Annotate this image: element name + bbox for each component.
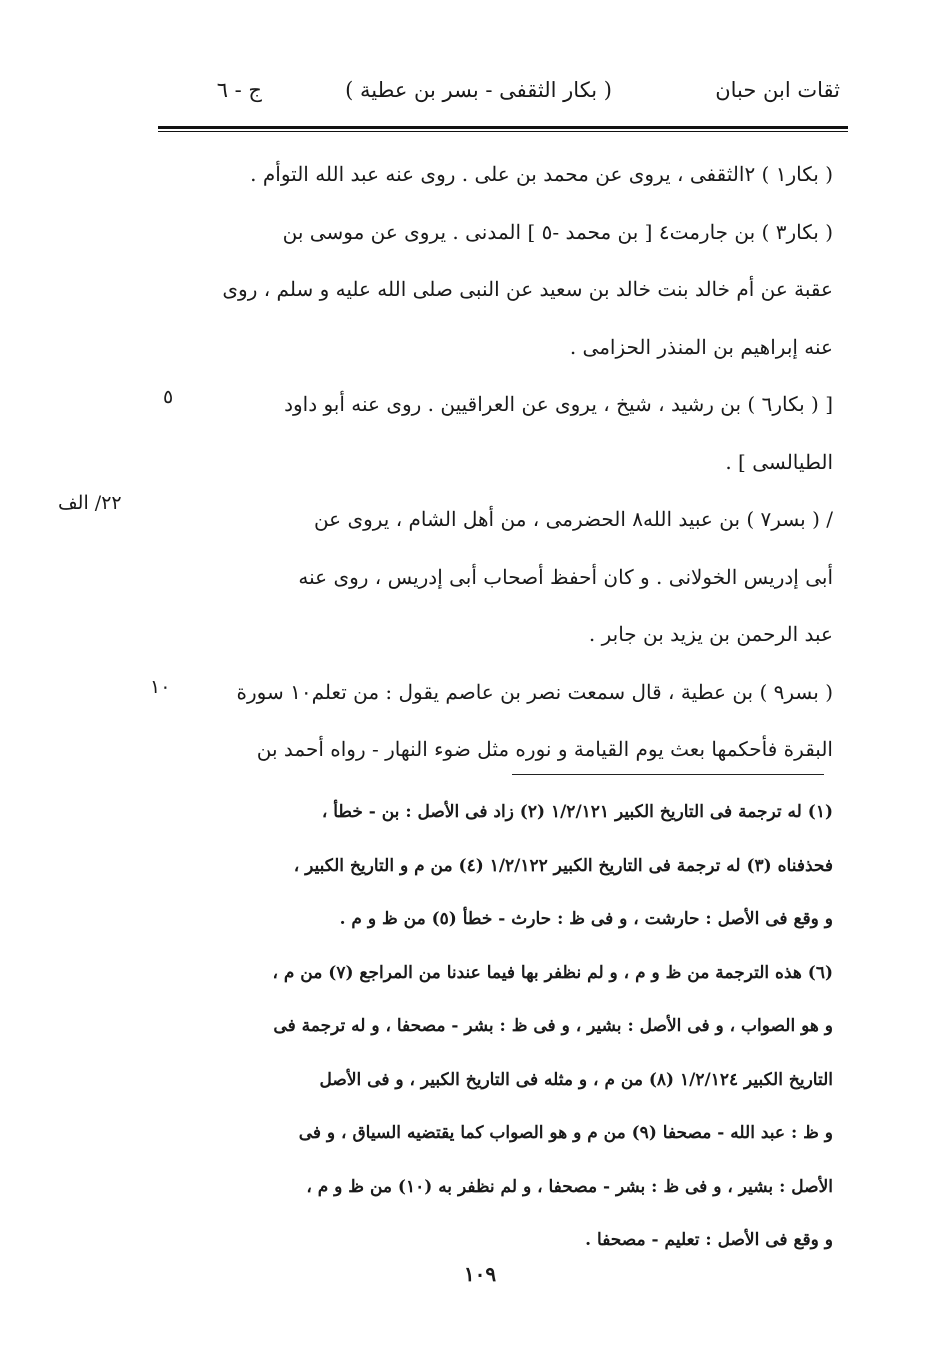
text-line: / ( بسر٧ ) بن عبيد الله٨ الحضرمى ، من أهل الشام ، يروى عن xyxy=(313,507,833,531)
book-title: ثقات ابن حبان xyxy=(715,78,840,102)
main-text xyxy=(188,146,833,779)
header-rule xyxy=(158,126,848,129)
footnote-line: و هو الصواب ، و فى الأصل : بشير ، و فى ظ : بشر - مصحفا ، و له ترجمة فى xyxy=(273,1016,833,1036)
footnotes xyxy=(176,786,833,1268)
footnote-rule xyxy=(512,774,824,775)
footnote-line: و وقع فى الأصل : تعليم - مصحفا . xyxy=(585,1230,833,1250)
text-line: عبد الرحمن بن يزيد بن جابر . xyxy=(588,622,833,646)
footnote-line: التاريخ الكبير ١/٢/١٢٤ (٨) من م ، و مثله فى التاريخ الكبير ، و فى الأصل xyxy=(319,1069,833,1090)
text-line: عقبة عن أم خالد بنت خالد بن سعيد عن النبى صلى الله عليه و سلم ، روى xyxy=(222,277,833,301)
text-line: ( بكار١ ) ٢الثقفى ، يروى عن محمد بن على . روى عنه عبد الله التوأم . xyxy=(250,162,833,186)
text-line: ( بسر٩ ) بن عطية ، قال سمعت نصر بن عاصم يقول : من تعلم١٠ سورة xyxy=(236,679,833,704)
running-header xyxy=(150,78,840,118)
footnote-line: (٦) هذه الترجمة من ظ و م ، و لم نظفر بها فيما عندنا من المراجع (٧) من م ، xyxy=(272,962,833,983)
text-line: أبى إدريس الخولانى . و كان أحفظ أصحاب أبى إدريس ، روى عنه xyxy=(298,564,833,589)
margin-line-number: ١٠ xyxy=(150,676,171,698)
margin-line-number: ٥ xyxy=(163,386,174,408)
text-line: عنه إبراهيم بن المنذر الحزامى . xyxy=(569,334,833,359)
footnote-line: الأصل : بشير ، و فى ظ : بشر - مصحفا ، و لم نظفر به (١٠) من ظ و م ، xyxy=(306,1176,833,1197)
text-line: الطيالسى ] . xyxy=(725,449,833,474)
page-number: ١٠٩ xyxy=(463,1262,497,1286)
text-line: [ ( بكار٦ ) بن رشيد ، شيخ ، يروى عن العراقيين . روى عنه أبو داود xyxy=(284,392,833,416)
section-title: ( بكار الثقفى - بسر بن عطية ) xyxy=(345,78,612,102)
text-line: البقرة فأحكمها بعث يوم القيامة و نوره مثل ضوء النهار - رواه أحمد بن xyxy=(256,737,833,761)
footnote-line: (١) له ترجمة فى التاريخ الكبير ١/٢/١٢١ (٢) زاد فى الأصل : بن - خطأ ، xyxy=(321,802,833,822)
footnote-line: فحذفناه (٣) له ترجمة فى التاريخ الكبير ١/٢/١٢٢ (٤) من م و التاريخ الكبير ، xyxy=(293,855,833,876)
volume-number: ج - ٦ xyxy=(216,78,262,102)
footnote-line: و ظ : عبد الله - مصحفا (٩) من م و هو الصواب كما يقتضيه السياق ، و فى xyxy=(298,1123,833,1143)
header-rule-thin xyxy=(158,131,848,132)
footnote-line: و وقع فى الأصل : حارشت ، و فى ظ : حارث - خطأ (٥) من ظ و م . xyxy=(339,909,833,929)
margin-folio-marker: ٢٢/ الف xyxy=(58,492,122,514)
text-line: ( بكار٣ ) بن جارمت٤ [ بن محمد -٥ ] المدنى . يروى عن موسى بن xyxy=(282,219,833,244)
